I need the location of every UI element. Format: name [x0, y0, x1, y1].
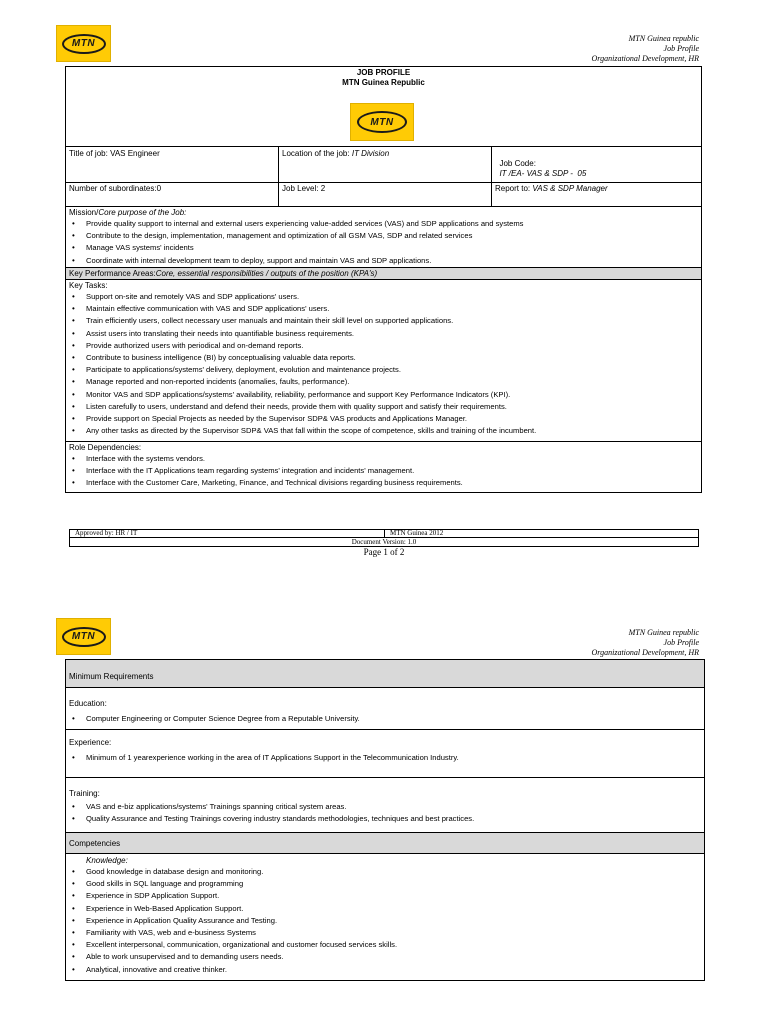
training-section — [69, 789, 699, 825]
row-divider — [65, 206, 702, 207]
row-divider — [65, 146, 702, 147]
kpa-heading — [69, 269, 377, 279]
list-item: • Good skills in SQL language and programming — [69, 878, 699, 890]
report-to-cell — [495, 184, 608, 194]
list-item: • Provide authorized users with periodical and on-demand reports. — [69, 340, 699, 352]
role-dependencies-list — [69, 453, 699, 490]
page-header-info — [592, 628, 699, 658]
list-item: • Maintain effective communication with VAS and SDP applications' users. — [69, 303, 699, 315]
list-item: • Manage reported and non-reported incidents (anomalies, faults, performance). — [69, 376, 699, 388]
min-requirements-label: Minimum Requirements — [69, 672, 154, 681]
list-item: • Listen carefully to users, understand and defend their needs, provide them with quality support and satisfy their requirements. — [69, 401, 699, 413]
subordinates-label: Number of subordinates: — [69, 184, 157, 193]
min-requirements-bar — [66, 660, 704, 688]
job-title-value: VAS Engineer — [110, 149, 160, 158]
row-divider — [65, 441, 702, 442]
list-item: • Coordinate with internal development team to deploy, support and maintain VAS and SDP applications. — [69, 255, 699, 267]
mission-heading — [69, 208, 699, 218]
key-tasks-list — [69, 291, 699, 437]
role-dependencies-label: Role Dependencies: — [69, 443, 142, 452]
column-divider — [491, 146, 492, 206]
job-code-value: IT /EA- VAS & SDP - 05 — [499, 169, 587, 178]
job-title-cell — [69, 149, 160, 159]
list-item: • Interface with the systems vendors. — [69, 453, 699, 465]
row-divider — [65, 182, 702, 183]
header-doc-type: Job Profile — [663, 44, 699, 53]
title-company: MTN Guinea Republic — [342, 78, 425, 87]
column-divider — [278, 146, 279, 206]
list-item: • Manage VAS systems' incidents — [69, 242, 699, 254]
education-label: Education: — [69, 699, 107, 708]
job-code-cell — [495, 149, 586, 179]
mtn-logo-oval — [357, 111, 407, 133]
list-item: • Experience in Web-Based Application Support. — [69, 903, 699, 915]
list-item: • Provide quality support to internal and external users experiencing value-added services (VAS) and SDP applications and systems — [69, 218, 699, 230]
role-dependencies-section — [69, 443, 699, 490]
job-level-value: 2 — [320, 184, 326, 193]
training-list — [69, 801, 699, 825]
list-item: • Support on-site and remotely VAS and SDP applications' users. — [69, 291, 699, 303]
mtn-logo — [56, 25, 111, 62]
job-location-value: IT Division — [351, 149, 390, 158]
list-item: • Good knowledge in database design and monitoring. — [69, 866, 699, 878]
job-level-cell — [282, 184, 325, 194]
header-company: MTN Guinea republic — [628, 628, 699, 637]
header-doc-type: Job Profile — [663, 638, 699, 647]
list-item: • Quality Assurance and Testing Trainings covering industry standards methodologies, techniques and best practices. — [69, 813, 699, 825]
kpa-label: Key Performance Areas: — [69, 269, 156, 278]
list-item: • Analytical, innovative and creative thinker. — [69, 964, 699, 976]
list-item: • Monitor VAS and SDP applications/systems' availability, reliability, performance and support Key Performance Indicators (KPI). — [69, 389, 699, 401]
list-item: • Minimum of 1 yearexperience working in the area of IT Applications Support in the Telecommunication Industry. — [69, 752, 699, 764]
footer-copyright: MTN Guinea 2012 — [390, 529, 444, 537]
mtn-logo-center — [350, 103, 414, 141]
kpa-header-bar — [66, 267, 701, 280]
list-item: • Familiarity with VAS, web and e-business Systems — [69, 927, 699, 939]
list-item: • Assist users into translating their needs into quantifiable business requirements. — [69, 328, 699, 340]
report-to-value: VAS & SDP Manager — [532, 184, 608, 193]
row-divider — [65, 729, 705, 730]
key-tasks-label: Key Tasks: — [69, 281, 108, 290]
title-heading: JOB PROFILE — [356, 68, 411, 77]
list-item: • Participate to applications/systems' delivery, deployment, evolution and maintenance projects. — [69, 364, 699, 376]
list-item: • Experience in Application Quality Assurance and Testing. — [69, 915, 699, 927]
mission-section — [69, 208, 699, 267]
report-to-label: Report to: — [495, 184, 531, 193]
list-item: • VAS and e-biz applications/systems' Trainings spanning critical system areas. — [69, 801, 699, 813]
subordinates-value: 0 — [156, 184, 162, 193]
mtn-logo-oval — [62, 627, 106, 647]
experience-section — [69, 738, 699, 764]
footer-approved: Approved by: HR / IT — [75, 529, 138, 537]
header-department: Organizational Development, HR — [591, 54, 699, 63]
page-header-info — [592, 34, 699, 64]
job-title-label: Title of job: — [69, 149, 108, 158]
knowledge-list — [69, 866, 699, 976]
mtn-logo-text: MTN — [71, 631, 96, 642]
job-location-cell — [282, 149, 389, 159]
job-level-label: Job Level: — [282, 184, 319, 193]
mission-label: Mission/ — [69, 208, 99, 217]
list-item: • Train efficiently users, collect necessary user manuals and maintain their skill level on supported applications. — [69, 315, 699, 327]
list-item: • Contribute to business intelligence (BI) by conceptualising valuable data reports. — [69, 352, 699, 364]
list-item: • Excellent interpersonal, communication, organizational and customer focused services skills. — [69, 939, 699, 951]
list-item: • Experience in SDP Application Support. — [69, 890, 699, 902]
list-item: • Able to work unsupervised and to demanding users needs. — [69, 951, 699, 963]
list-item: • Any other tasks as directed by the Supervisor SDP& VAS that fall within the scope of competence, skills and training of the incumbent. — [69, 425, 699, 437]
job-code-label: Job Code: — [499, 159, 536, 168]
subordinates-cell — [69, 184, 161, 194]
experience-label: Experience: — [69, 738, 112, 747]
header-company: MTN Guinea republic — [628, 34, 699, 43]
job-location-label: Location of the job: — [282, 149, 350, 158]
list-item: • Contribute to the design, implementation, management and optimization of all GSM VAS, SDP and related services — [69, 230, 699, 242]
list-item: • Provide support on Special Projects as needed by the Supervisor SDP& VAS products and Applications Manager. — [69, 413, 699, 425]
training-label: Training: — [69, 789, 100, 798]
mtn-logo — [56, 618, 111, 655]
kpa-label-italic: Core, essential responsibilities / outputs of the position (KPA's) — [155, 269, 378, 278]
footer-column-divider — [384, 529, 385, 538]
experience-list — [69, 752, 699, 764]
list-item: • Interface with the Customer Care, Marketing, Finance, and Technical divisions regarding business requirements. — [69, 477, 699, 489]
list-item: • Computer Engineering or Computer Science Degree from a Reputable University. — [69, 713, 699, 725]
education-section — [69, 699, 699, 725]
mission-label-italic: Core purpose of the Job: — [98, 208, 187, 217]
knowledge-label: Knowledge: — [86, 856, 128, 865]
mtn-logo-text: MTN — [370, 116, 394, 128]
key-tasks-section — [69, 281, 699, 437]
mtn-logo-oval — [62, 34, 106, 54]
competencies-label: Competencies — [69, 839, 121, 848]
row-divider — [65, 777, 705, 778]
job-profile-title — [65, 68, 702, 88]
page-number: Page 1 of 2 — [363, 547, 405, 557]
knowledge-section — [69, 856, 699, 976]
footer-version: Document Version: 1.0 — [351, 538, 417, 546]
mission-list — [69, 218, 699, 267]
header-department: Organizational Development, HR — [591, 648, 699, 657]
education-list — [69, 713, 699, 725]
list-item: • Interface with the IT Applications team regarding systems' integration and incidents' management. — [69, 465, 699, 477]
mtn-logo-text: MTN — [71, 38, 96, 49]
competencies-bar — [66, 832, 704, 854]
